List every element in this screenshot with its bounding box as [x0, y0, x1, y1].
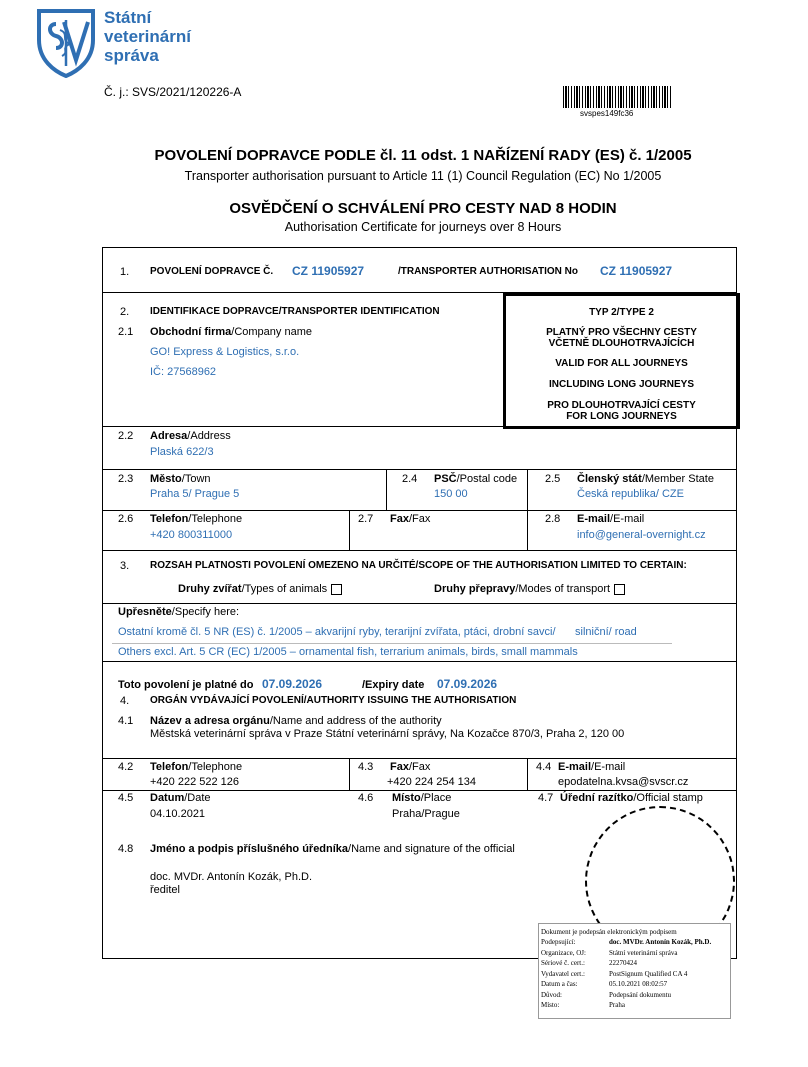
state-value: Česká republika/ CZE	[577, 488, 684, 500]
main-title-en: Transporter authorisation pursuant to Article 11 (1) Council Regulation (EC) No 1/2005	[184, 169, 662, 183]
s4-5-num: 4.5	[118, 792, 134, 804]
animals-checkbox[interactable]	[331, 584, 342, 595]
s2-4-num: 2.4	[402, 473, 418, 485]
address-value: Plaská 622/3	[150, 446, 214, 458]
s2-5-num: 2.5	[545, 473, 561, 485]
main-title: POVOLENÍ DOPRAVCE PODLE čl. 11 odst. 1 NAŘÍZENÍ RADY (ES) č. 1/2005	[154, 147, 692, 164]
authority-fax-label: Fax/Fax	[390, 761, 431, 773]
s1-label: POVOLENÍ DOPRAVCE Č.	[150, 266, 274, 277]
official-label: Jméno a podpis příslušného úředníka/Name and signature of the official	[150, 843, 515, 855]
official-role: ředitel	[150, 884, 180, 896]
barcode-text: svspes149fc36	[580, 109, 634, 118]
authority-email-label: E-mail/E-mail	[558, 761, 626, 773]
s2-8-num: 2.8	[545, 513, 561, 525]
company-value: GO! Express & Logistics, s.r.o.	[150, 346, 300, 358]
logo-text: Státní veterinární správa	[104, 8, 191, 65]
phone-label: Telefon/Telephone	[150, 513, 243, 525]
s2-2-num: 2.2	[118, 430, 134, 442]
electronic-signature-box: Dokument je podepsán elektronickým podpisem Podepsující: doc. MVDr. Antonín Kozák, Ph.D. Organizace, OJ: Státní veterinární správa Sériové č. cert.: 22270424 Vydavatel cert.: PostSignum Qualified CA 4 Datum a čas: 05.10.2021 08:02:57 Důvod: Podepsání dokumentu Místo: Praha	[538, 923, 731, 1019]
s1-num: 1.	[120, 266, 130, 278]
date-label: Datum/Date	[150, 792, 211, 804]
official-name: doc. MVDr. Antonín Kozák, Ph.D.	[150, 871, 313, 883]
reference-number: Č. j.: SVS/2021/120226-A	[104, 85, 242, 99]
transport-road: silniční/ road	[575, 626, 637, 638]
certificate-title: OSVĚDČENÍ O SCHVÁLENÍ PRO CESTY NAD 8 HODIN	[229, 200, 617, 217]
validity-date-en: 07.09.2026	[437, 677, 498, 691]
authority-email-value: epodatelna.kvsa@svscr.cz	[558, 776, 689, 788]
type-box: TYP 2/TYPE 2 PLATNÝ PRO VŠECHNY CESTY VČETNĚ DLOUHOTRVAJÍCÍCH VALID FOR ALL JOURNEYS INCLUDING LONG JOURNEYS PRO DLOUHOTRVAJÍCÍ CESTY FOR LONG JOURNEYS	[503, 293, 740, 429]
s4-6-num: 4.6	[358, 792, 374, 804]
place-label: Místo/Place	[392, 792, 452, 804]
s4-num: 4.	[120, 695, 130, 707]
email-value: info@general-overnight.cz	[577, 529, 706, 541]
s3-num: 3.	[120, 560, 130, 572]
transport-label: Druhy přepravy/Modes of transport	[434, 583, 611, 595]
authority-phone-label: Telefon/Telephone	[150, 761, 243, 773]
authority-label: Název a adresa orgánu/Name and address of the authority	[150, 715, 442, 727]
s4-heading: ORGÁN VYDÁVAJÍCÍ POVOLENÍ/AUTHORITY ISSUING THE AUTHORISATION	[150, 695, 517, 706]
stamp-label: Úřední razítko/Official stamp	[560, 792, 703, 804]
s1-value: CZ 11905927	[292, 264, 365, 278]
validity-label: Toto povolení je platné do	[118, 679, 254, 691]
s2-3-num: 2.3	[118, 473, 134, 485]
svs-logo-shield-icon	[36, 8, 96, 78]
animals-label: Druhy zvířat/Types of animals	[178, 583, 328, 595]
specify-line2: Others excl. Art. 5 CR (EC) 1/2005 – ornamental fish, terrarium animals, birds, small mammals	[118, 646, 578, 658]
validity-label-en: /Expiry date	[362, 679, 425, 691]
authority-fax-value: +420 224 254 134	[387, 776, 477, 788]
s4-7-num: 4.7	[538, 792, 554, 804]
psc-label: PSČ/Postal code	[434, 473, 518, 485]
s4-4-num: 4.4	[536, 761, 552, 773]
ic-value: IČ: 27568962	[150, 366, 217, 378]
s4-8-num: 4.8	[118, 843, 134, 855]
s2-num: 2.	[120, 306, 130, 318]
state-label: Členský stát/Member State	[577, 473, 714, 485]
validity-date: 07.09.2026	[262, 677, 323, 691]
s2-7-num: 2.7	[358, 513, 374, 525]
address-label: Adresa/Address	[150, 430, 231, 442]
transport-checkbox[interactable]	[614, 584, 625, 595]
phone-value: +420 800311000	[150, 529, 233, 541]
fax-label: Fax/Fax	[390, 513, 431, 525]
psc-value: 150 00	[434, 488, 468, 500]
s4-1-num: 4.1	[118, 715, 134, 727]
authority-phone-value: +420 222 522 126	[150, 776, 240, 788]
town-value: Praha 5/ Prague 5	[150, 488, 240, 500]
certificate-title-en: Authorisation Certificate for journeys over 8 Hours	[284, 220, 562, 234]
date-value: 04.10.2021	[150, 808, 206, 820]
s4-2-num: 4.2	[118, 761, 134, 773]
authority-value: Městská veterinární správa v Praze Státní veterinární správy, Na Kozačce 870/3, Praha 2, 120 00	[150, 728, 625, 740]
specify-label: Upřesněte/Specify here:	[118, 606, 240, 618]
s2-1-num: 2.1	[118, 326, 134, 338]
s2-6-num: 2.6	[118, 513, 134, 525]
place-value: Praha/Prague	[392, 808, 460, 820]
s1-value-en: CZ 11905927	[600, 264, 673, 278]
company-label: Obchodní firma/Company name	[150, 326, 312, 338]
s1-label-en: /TRANSPORTER AUTHORISATION No	[398, 266, 578, 277]
s4-3-num: 4.3	[358, 761, 374, 773]
email-label: E-mail/E-mail	[577, 513, 645, 525]
s3-heading: ROZSAH PLATNOSTI POVOLENÍ OMEZENO NA URČITÉ/SCOPE OF THE AUTHORISATION LIMITED TO CERTAIN:	[150, 560, 687, 571]
barcode	[563, 86, 673, 108]
town-label: Město/Town	[150, 473, 211, 485]
specify-line1: Ostatní kromě čl. 5 NR (ES) č. 1/2005 – akvarijní ryby, terarijní zvířata, ptáci, drobní savci/	[118, 626, 556, 638]
s2-heading: IDENTIFIKACE DOPRAVCE/TRANSPORTER IDENTIFICATION	[150, 306, 440, 317]
